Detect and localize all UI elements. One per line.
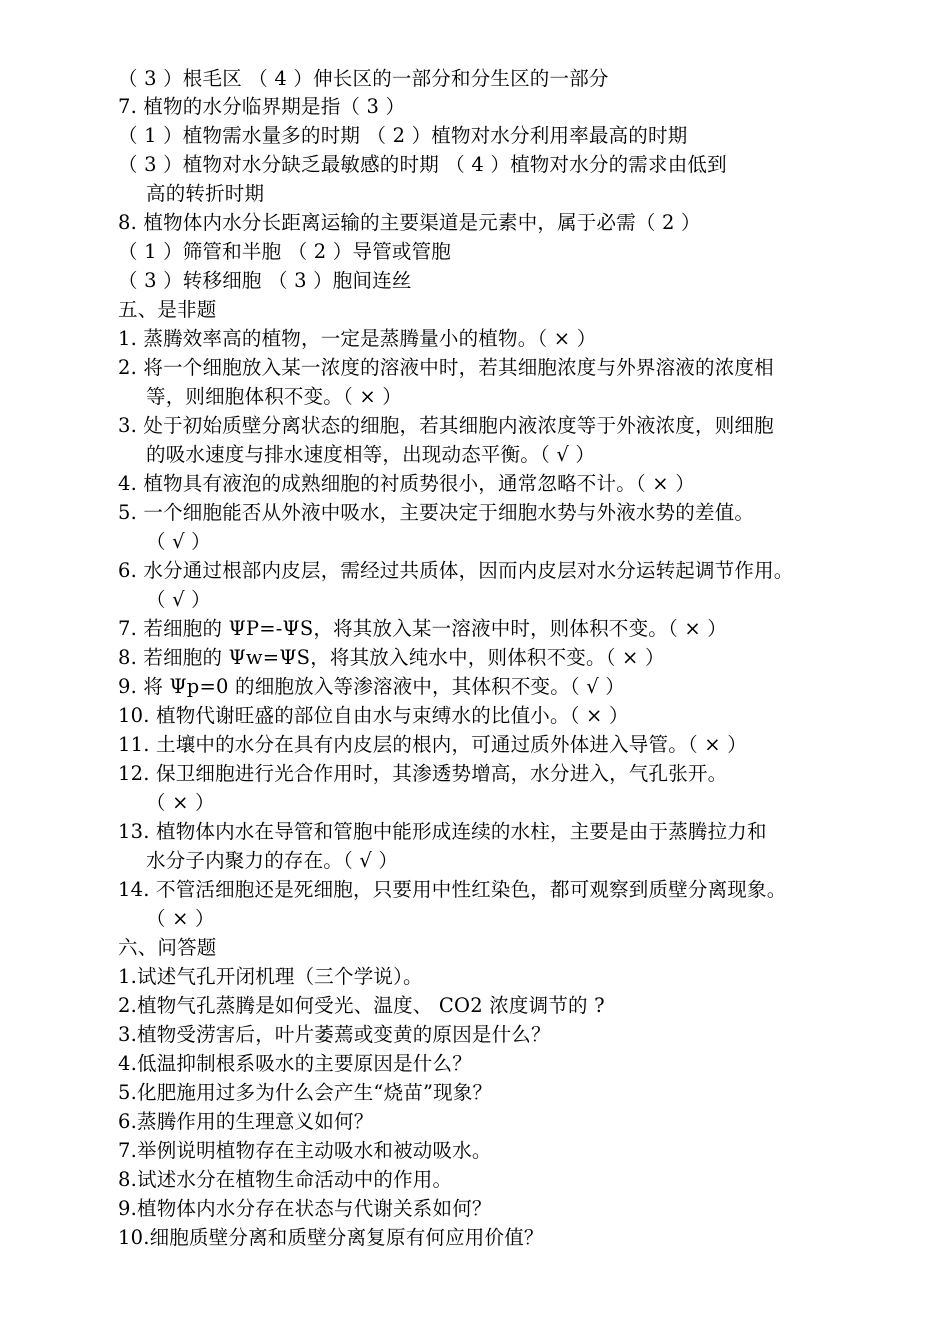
question-8-options-1-2: （ 1 ）筛管和半胞 （ 2 ）导管或管胞 [118, 240, 452, 263]
question-8-stem: 8. 植物体内水分长距离运输的主要渠道是元素中，属于必需（ 2 ） [118, 211, 701, 234]
tf-13-line-2: 水分子内聚力的存在。（ √ ） [146, 849, 399, 872]
tf-6-line-1: 6. 水分通过根部内皮层，需经过共质体，因而内皮层对水分运转起调节作用。 [118, 559, 794, 582]
tf-3-line-2: 的吸水速度与排水速度相等，出现动态平衡。（ √ ） [146, 443, 596, 466]
section-6-heading: 六、问答题 [118, 936, 217, 959]
tf-1: 1. 蒸腾效率高的植物，一定是蒸腾量小的植物。（ × ） [118, 327, 597, 350]
question-7-options-1-2: （ 1 ）植物需水量多的时期 （ 2 ）植物对水分利用率最高的时期 [118, 124, 688, 147]
question-7-options-3-4: （ 3 ）植物对水分缺乏最敏感的时期 （ 4 ）植物对水分的需求由低到 [118, 153, 727, 176]
qa-4: 4.低温抑制根系吸水的主要原因是什么？ [118, 1052, 472, 1075]
tf-12-line-1: 12. 保卫细胞进行光合作用时，其渗透势增高，水分进入，气孔张开。 [118, 762, 728, 785]
tf-13-line-1: 13. 植物体内水在导管和管胞中能形成连续的水柱，主要是由于蒸腾拉力和 [118, 820, 767, 843]
tf-2-line-1: 2. 将一个细胞放入某一浓度的溶液中时，若其细胞浓度与外界溶液的浓度相 [118, 356, 774, 379]
qa-2: 2.植物气孔蒸腾是如何受光、温度、 CO2 浓度调节的 ? [118, 994, 605, 1017]
tf-11: 11. 土壤中的水分在具有内皮层的根内，可通过质外体进入导管。（ × ） [118, 733, 747, 756]
qa-7: 7.举例说明植物存在主动吸水和被动吸水。 [118, 1139, 492, 1162]
qa-5: 5.化肥施用过多为什么会产生“烧苗”现象？ [118, 1081, 493, 1104]
section-5-heading: 五、是非题 [118, 298, 217, 321]
tf-2-line-2: 等，则细胞体积不变。（ × ） [146, 385, 402, 408]
tf-6-line-2: （ √ ） [146, 588, 211, 611]
tf-8: 8. 若细胞的 Ψw=ΨS，将其放入纯水中，则体积不变。（ × ） [118, 646, 665, 669]
qa-1: 1.试述气孔开闭机理（三个学说）。 [118, 965, 423, 988]
tf-9: 9. 将 Ψp=0 的细胞放入等渗溶液中，其体积不变。（ √ ） [118, 675, 626, 698]
tf-4: 4. 植物具有液泡的成熟细胞的衬质势很小，通常忽略不计。（ × ） [118, 472, 695, 495]
question-7-options-cont: 高的转折时期 [146, 182, 265, 205]
tf-7: 7. 若细胞的 ΨP=-ΨS，将其放入某一溶液中时，则体积不变。（ × ） [118, 617, 727, 640]
qa-10: 10.细胞质壁分离和质壁分离复原有何应用价值？ [118, 1226, 544, 1249]
tf-5-line-2: （ √ ） [146, 530, 211, 553]
qa-6: 6.蒸腾作用的生理意义如何？ [118, 1110, 374, 1133]
qa-3: 3.植物受涝害后，叶片萎蔫或变黄的原因是什么？ [118, 1023, 551, 1046]
tf-12-line-2: （ × ） [146, 791, 215, 814]
question-8-options-3-4: （ 3 ）转移细胞 （ 3 ）胞间连丝 [118, 269, 412, 292]
tf-5-line-1: 5. 一个细胞能否从外液中吸水，主要决定于细胞水势与外液水势的差值。 [118, 501, 755, 524]
qa-8: 8.试述水分在植物生命活动中的作用。 [118, 1168, 453, 1191]
tf-14-line-2: （ × ） [146, 907, 215, 930]
qa-9: 9.植物体内水分存在状态与代谢关系如何？ [118, 1197, 492, 1220]
question-6-options-3-4: （ 3 ）根毛区 （ 4 ）伸长区的一部分和分生区的一部分 [118, 67, 609, 90]
tf-10: 10. 植物代谢旺盛的部位自由水与束缚水的比值小。（ × ） [118, 704, 629, 727]
tf-14-line-1: 14. 不管活细胞还是死细胞，只要用中性红染色，都可观察到质壁分离现象。 [118, 878, 787, 901]
tf-3-line-1: 3. 处于初始质壁分离状态的细胞，若其细胞内液浓度等于外液浓度，则细胞 [118, 414, 774, 437]
question-7-stem: 7. 植物的水分临界期是指（ 3 ） [118, 95, 406, 118]
